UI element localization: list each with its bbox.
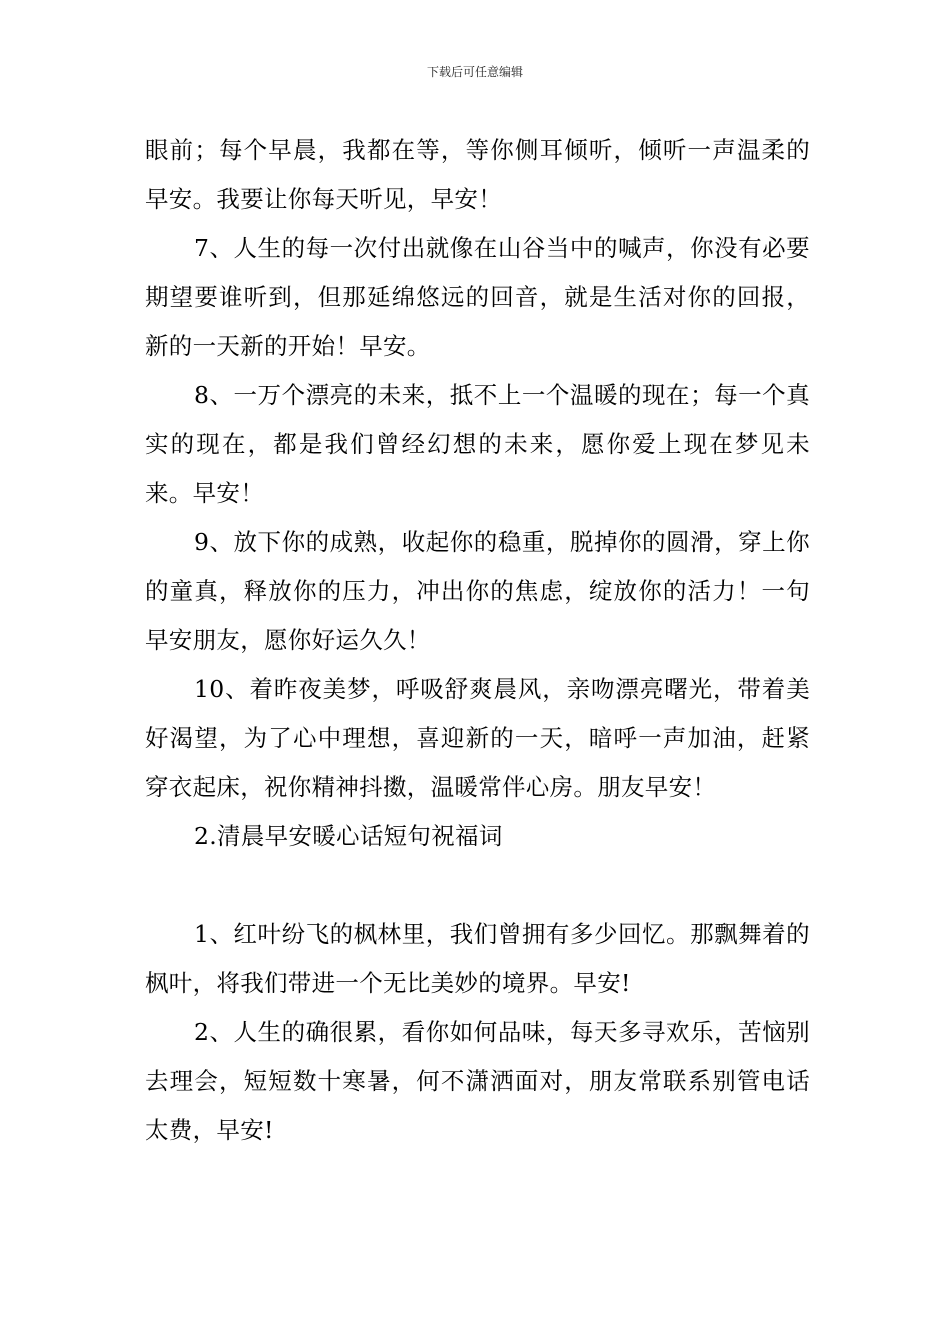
paragraph-item-7: 7、人生的每一次付出就像在山谷当中的喊声，你没有必要期望要谁听到，但那延绵悠远的回音，就是生活对你的回报，新的一天新的开始！早安。	[145, 234, 810, 360]
paragraph-item-10: 10、着昨夜美梦，呼吸舒爽晨风，亲吻漂亮曙光，带着美好渴望，为了心中理想，喜迎新的一天，暗呼一声加油，赶紧穿衣起床，祝你精神抖擞，温暖常伴心房。朋友早安！	[145, 675, 810, 801]
paragraph-item-9: 9、放下你的成熟，收起你的稳重，脱掉你的圆滑，穿上你的童真，释放你的压力，冲出你的焦虑，绽放你的活力！一句早安朋友，愿你好运久久！	[145, 528, 810, 654]
paragraph-continuation: 眼前；每个早晨，我都在等，等你侧耳倾听，倾听一声温柔的早安。我要让你每天听见，早安！	[145, 136, 810, 213]
document-body	[145, 126, 810, 1155]
section-paragraph-item-2: 2、人生的确很累，看你如何品味，每天多寻欢乐，苦恼别去理会，短短数十寒暑，何不潇洒面对，朋友常联系别管电话太费，早安!	[145, 1018, 810, 1144]
section-heading: 2.清晨早安暖心话短句祝福词	[194, 822, 503, 850]
blank-line	[145, 861, 810, 910]
paragraph-item-8: 8、一万个漂亮的未来，抵不上一个温暖的现在；每一个真实的现在，都是我们曾经幻想的未来，愿你爱上现在梦见未来。早安！	[145, 381, 810, 507]
page-header: 下载后可任意编辑	[426, 65, 523, 79]
section-paragraph-item-1: 1、红叶纷飞的枫林里，我们曾拥有多少回忆。那飘舞着的枫叶，将我们带进一个无比美妙的境界。早安!	[145, 920, 810, 997]
